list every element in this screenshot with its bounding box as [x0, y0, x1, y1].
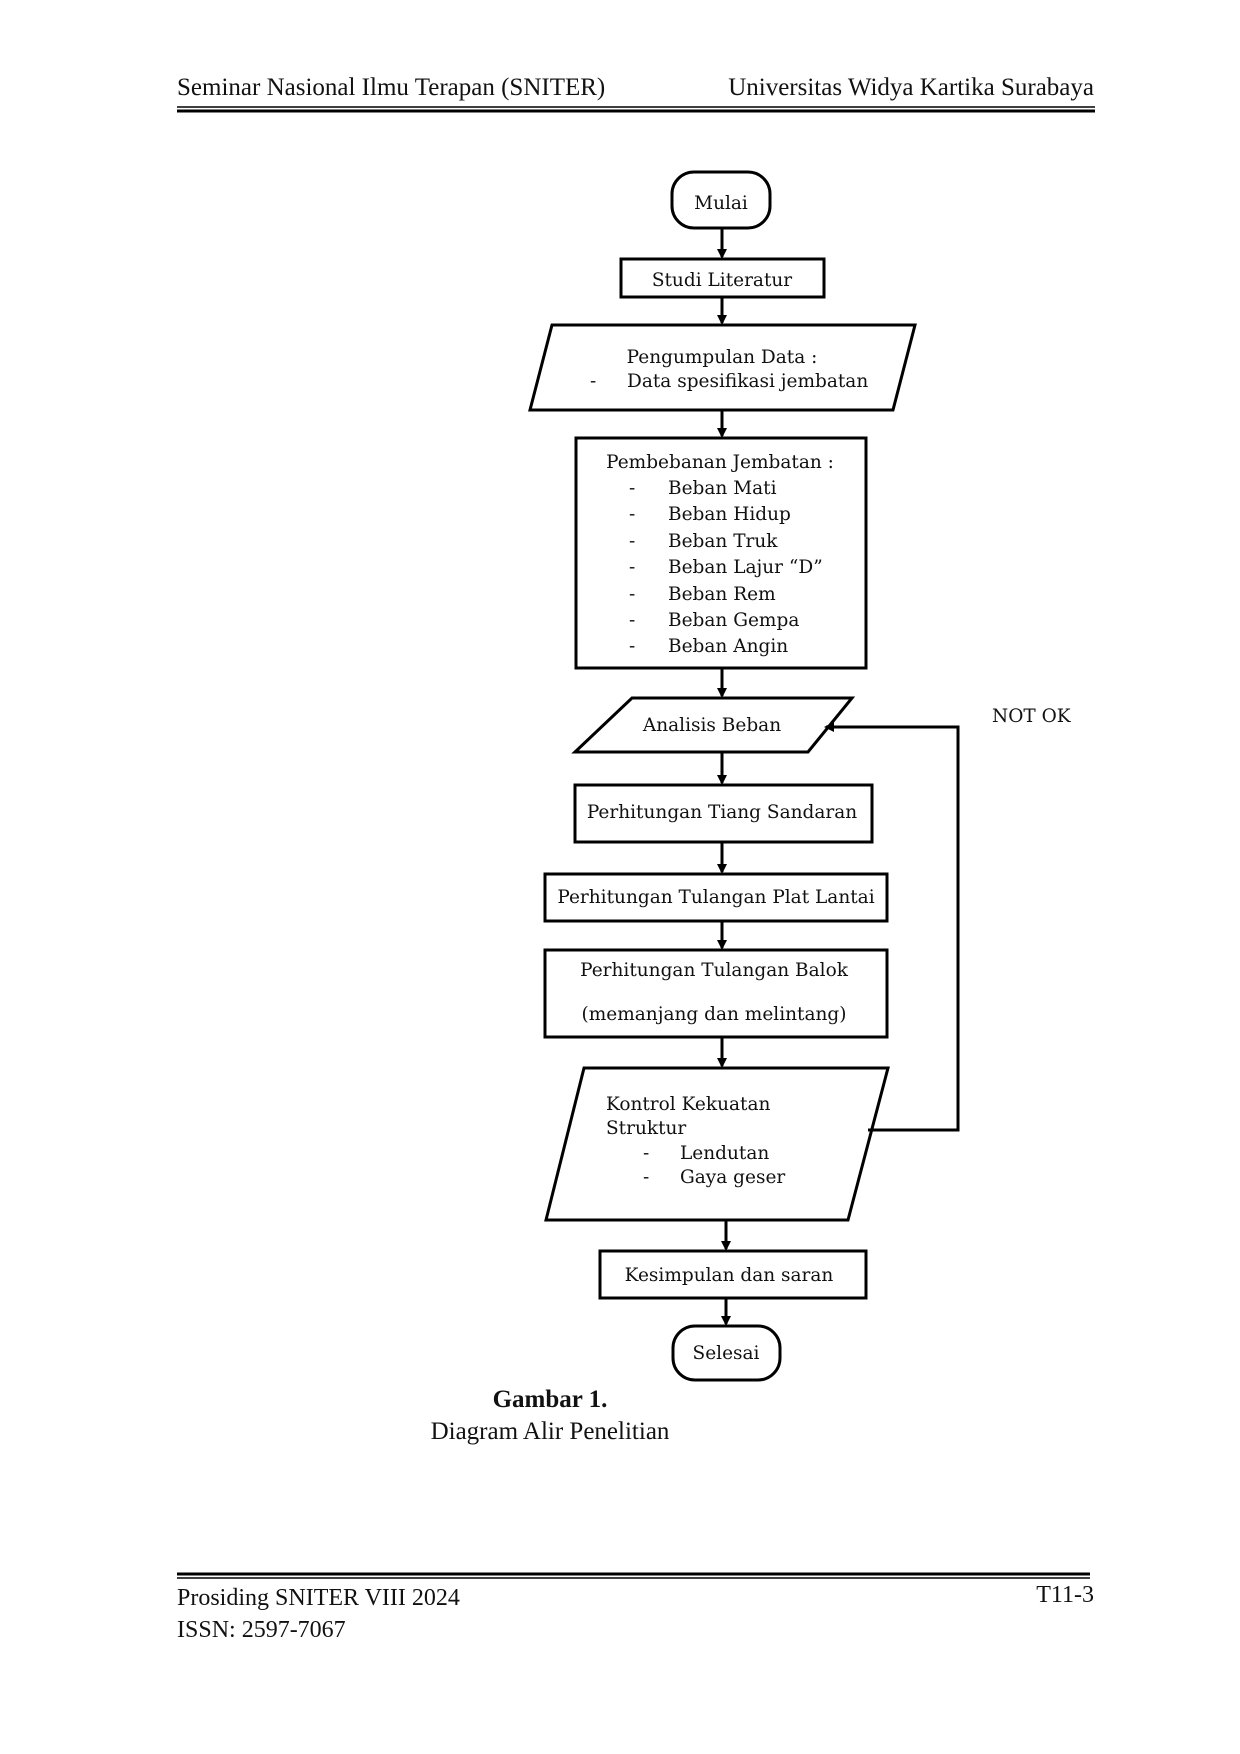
footer-issn: ISSN: 2597-7067: [177, 1617, 346, 1643]
kontrol-bullet: -: [643, 1167, 650, 1188]
kontrol-item-lendutan: Lendutan: [680, 1143, 770, 1164]
figure-caption-subtitle: Diagram Alir Penelitian: [430, 1418, 670, 1445]
pengumpulan-item-0: Data spesifikasi jembatan: [627, 371, 869, 392]
not-ok-label: NOT OK: [992, 706, 1071, 727]
balok-label-line1: Perhitungan Tulangan Balok: [580, 960, 848, 981]
pembebanan-bullet: -: [629, 531, 636, 552]
footer-proceedings-title: Prosiding SNITER VIII 2024: [177, 1585, 460, 1611]
header-university-name: Universitas Widya Kartika Surabaya: [728, 74, 1094, 101]
footer-proceedings: [177, 1582, 460, 1646]
plat-lantai-label: Perhitungan Tulangan Plat Lantai: [557, 887, 875, 908]
pembebanan-bullet: -: [629, 584, 636, 605]
kontrol-label-line2: Struktur: [606, 1118, 687, 1139]
pembebanan-title: Pembebanan Jembatan :: [606, 452, 834, 473]
pembebanan-list: [629, 478, 823, 657]
pembebanan-item: Beban Mati: [668, 478, 777, 499]
analisis-beban-label: Analisis Beban: [642, 715, 782, 736]
studi-literatur-label: Studi Literatur: [651, 270, 793, 291]
kontrol-item-gaya-geser: Gaya geser: [680, 1167, 786, 1188]
balok-label-line2: (memanjang dan melintang): [581, 1004, 847, 1025]
end-label: Selesai: [692, 1343, 760, 1364]
kontrol-label-line1: Kontrol Kekuatan: [606, 1094, 771, 1115]
footer-page-number: T11-3: [1036, 1582, 1094, 1608]
arrow-not-ok-loop: [826, 727, 958, 1130]
pembebanan-bullet: -: [629, 636, 636, 657]
pembebanan-bullet: -: [629, 478, 636, 499]
figure-caption-title: Gambar 1.: [492, 1386, 608, 1413]
header-conference-name: Seminar Nasional Ilmu Terapan (SNITER): [177, 74, 606, 101]
tiang-sandaran-label: Perhitungan Tiang Sandaran: [586, 802, 858, 823]
pengumpulan-bullet: -: [590, 371, 597, 392]
pembebanan-item: Beban Angin: [668, 636, 789, 657]
pengumpulan-title: Pengumpulan Data :: [626, 347, 818, 368]
pembebanan-bullet: -: [629, 557, 636, 578]
kesimpulan-label: Kesimpulan dan saran: [624, 1265, 834, 1286]
start-label: Mulai: [694, 193, 748, 214]
pembebanan-item: Beban Hidup: [668, 504, 791, 525]
pembebanan-item: Beban Gempa: [668, 610, 800, 631]
pembebanan-item: Beban Lajur “D”: [668, 557, 823, 578]
pembebanan-bullet: -: [629, 504, 636, 525]
kontrol-bullet: -: [643, 1143, 650, 1164]
pembebanan-item: Beban Truk: [668, 531, 778, 552]
pembebanan-item: Beban Rem: [668, 584, 776, 605]
pembebanan-bullet: -: [629, 610, 636, 631]
